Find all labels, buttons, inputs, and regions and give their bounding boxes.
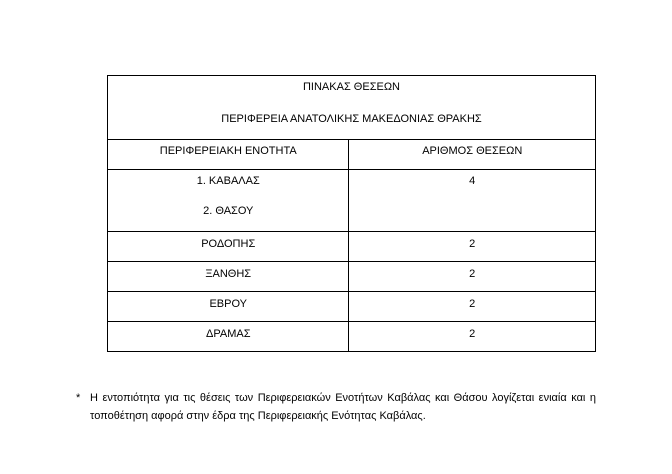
grouped-units-list [108,175,348,217]
list-item: 1. ΚΑΒΑΛΑΣ [196,175,260,187]
table-row [108,292,596,322]
grouped-positions-cell: 4 [349,170,596,232]
unit-cell: ΕΒΡΟΥ [108,292,349,322]
positions-cell: 2 [349,262,596,292]
column-header-positions: ΑΡΙΘΜΟΣ ΘΕΣΕΩΝ [349,140,596,170]
unit-cell: ΔΡΑΜΑΣ [108,322,349,352]
list-item: 2. ΘΑΣΟΥ [203,205,254,217]
unit-cell: ΡΟΔΟΠΗΣ [108,232,349,262]
table-title-cell [108,76,596,140]
table-row [108,170,596,232]
footnote-text: Η εντοπιότητα για τις θέσεις των Περιφερειακών Ενοτήτων Καβάλας και Θάσου λογίζεται ενιαία και η τοποθέτηση αφορά στην έδρα της Περιφερειακής Ενότητας Καβάλας. [90,392,596,422]
grouped-units-cell [108,170,349,232]
unit-cell: ΞΑΝΘΗΣ [108,262,349,292]
table-title-row [108,76,596,140]
positions-cell: 2 [349,232,596,262]
footnote-marker: * [76,392,81,404]
table-title: ΠΙΝΑΚΑΣ ΘΕΣΕΩΝ [302,81,400,93]
positions-table [107,75,596,352]
region-name: ΠΕΡΙΦΕΡΕΙΑ ΑΝΑΤΟΛΙΚΗΣ ΜΑΚΕΔΟΝΙΑΣ ΘΡΑΚΗΣ [221,113,482,125]
table-row [108,322,596,352]
positions-cell: 2 [349,322,596,352]
column-header-unit: ΠΕΡΙΦΕΡΕΙΑΚΗ ΕΝΟΤΗΤΑ [108,140,349,170]
table-row [108,262,596,292]
positions-cell: 2 [349,292,596,322]
table-header-row [108,140,596,170]
footnote [76,389,596,425]
table-row [108,232,596,262]
